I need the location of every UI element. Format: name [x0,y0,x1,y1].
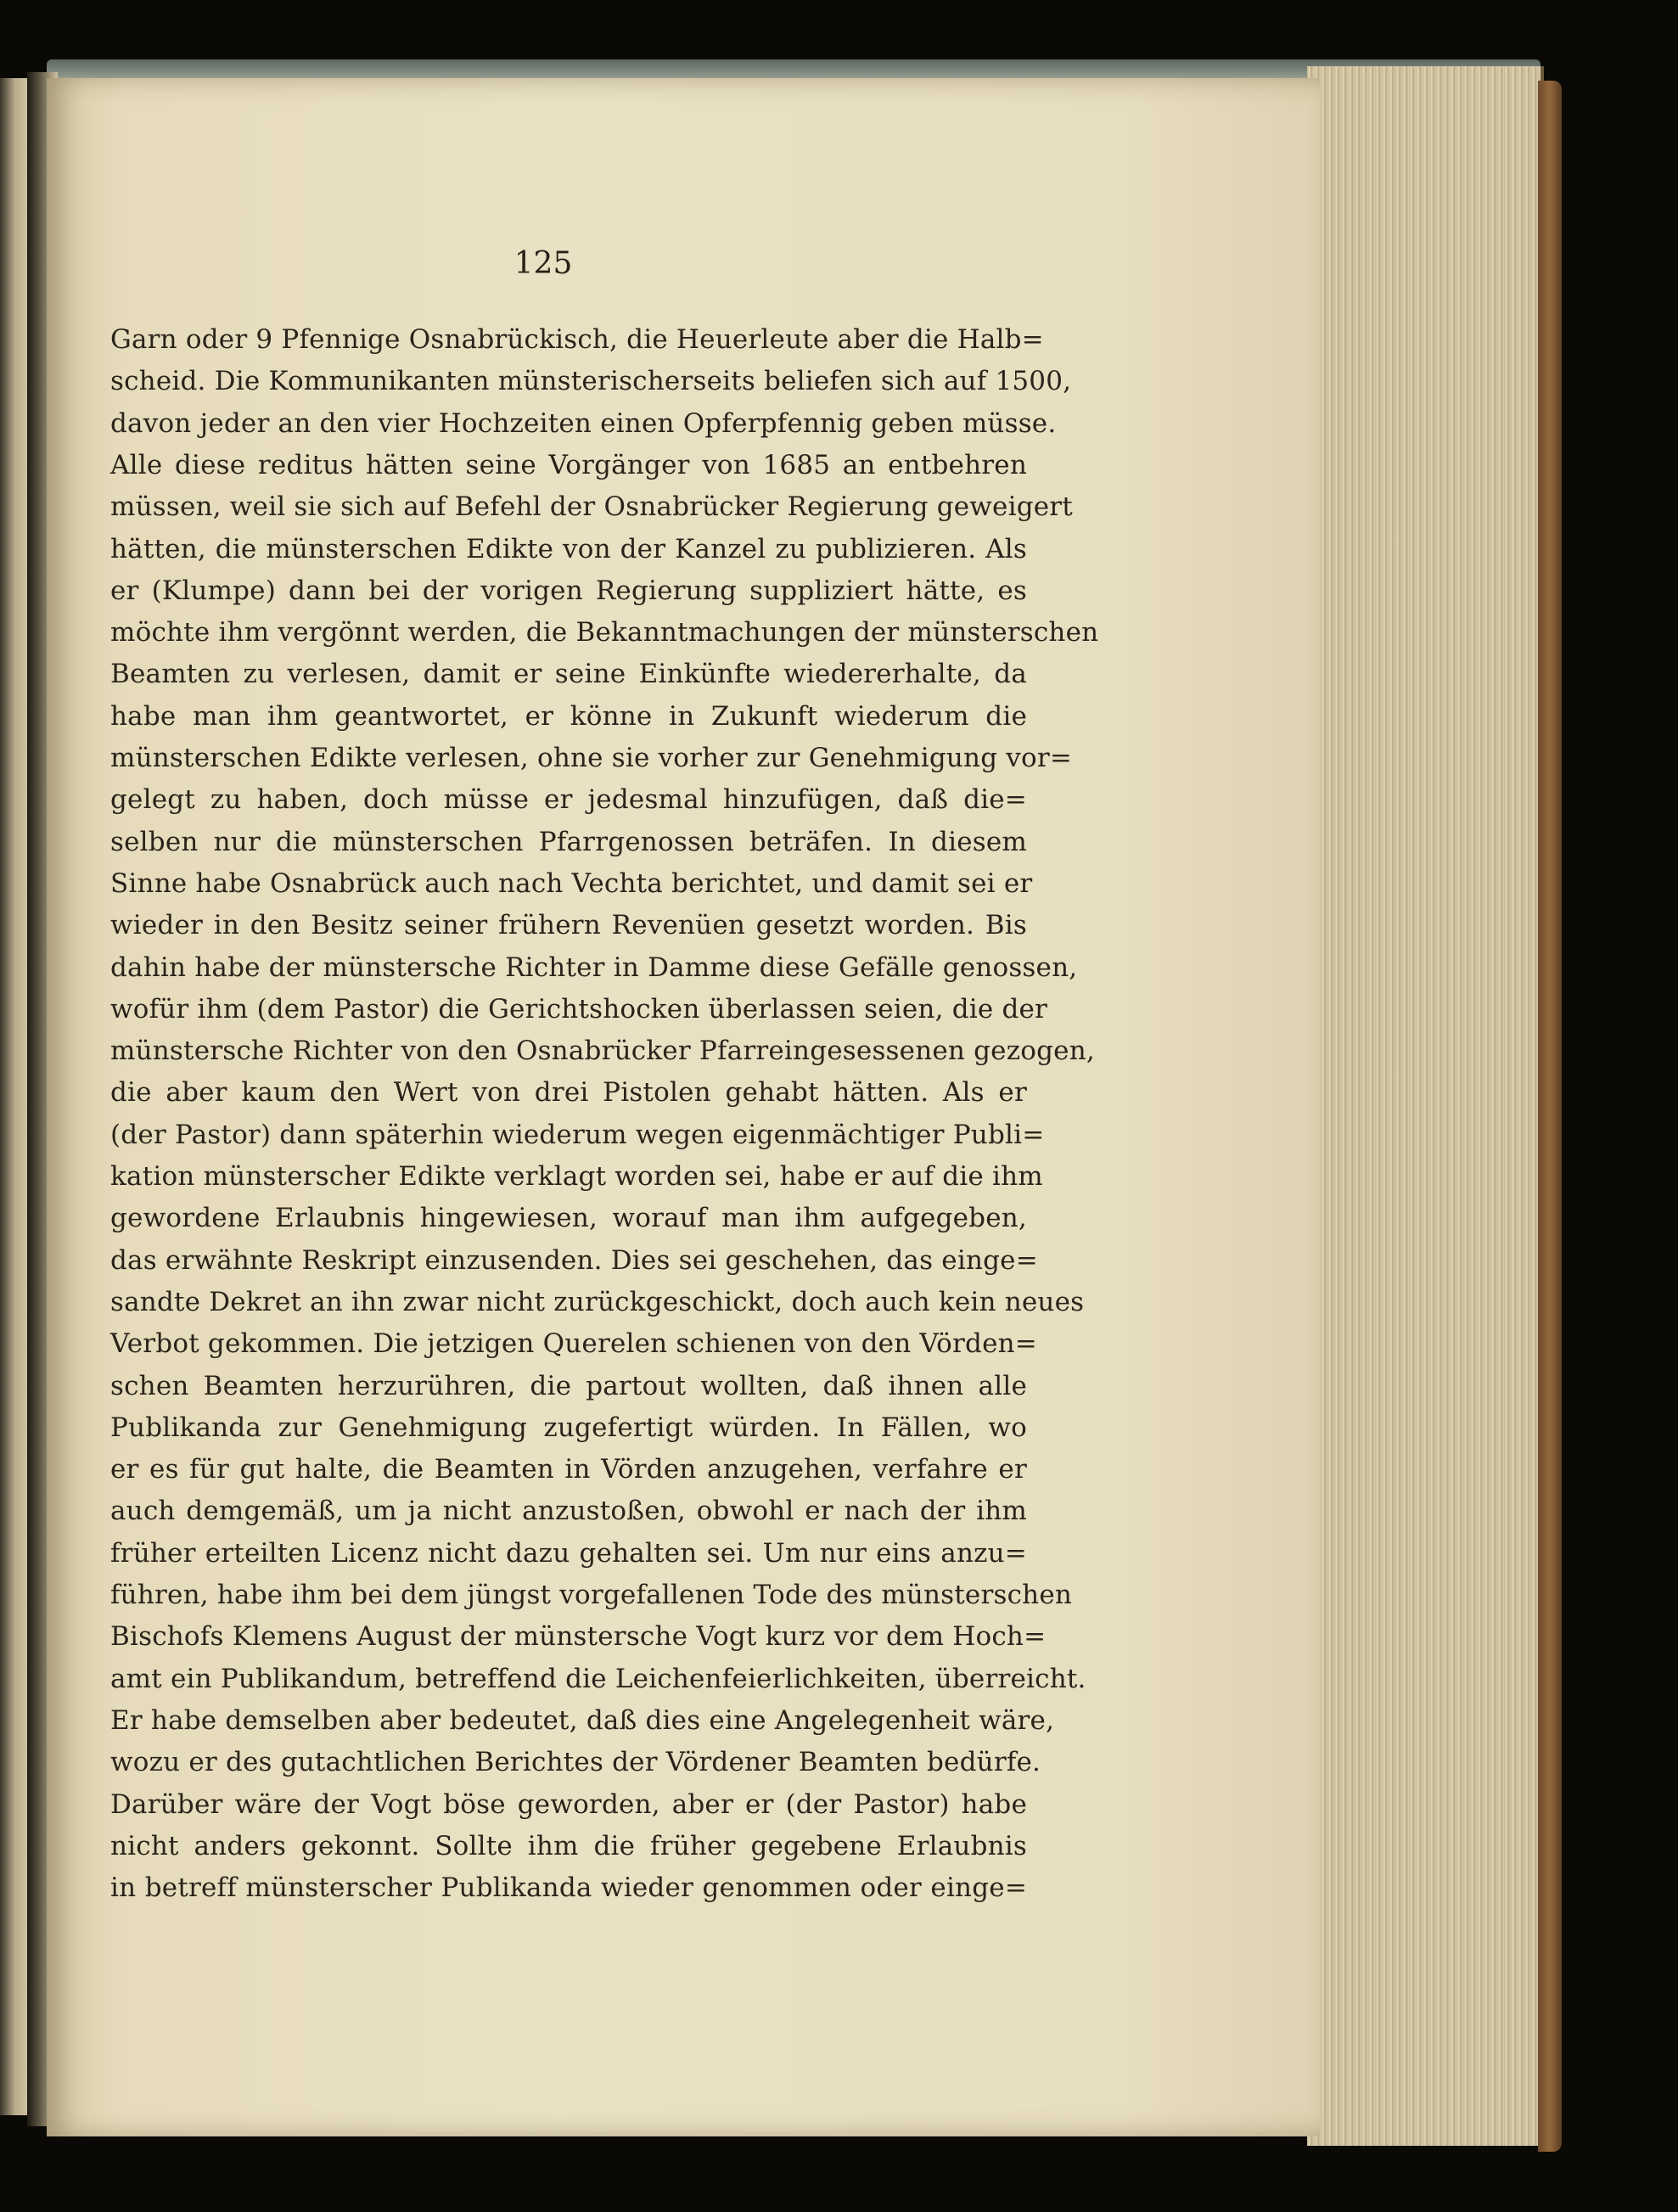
text-line: wofür ihm (dem Pastor) die Gerichtshocken überlassen seien, die der [110,993,1048,1025]
text-line: Publikanda zur Genehmigung zugefertigt würden. In Fällen, wo [110,1412,1027,1443]
text-line: Sinne habe Osnabrück auch nach Vechta berichtet, und damit sei er [110,867,1033,899]
text-line: Verbot gekommen. Die jetzigen Querelen schienen von den Vörden= [110,1328,1037,1360]
text-line: Er habe demselben aber bedeutet, daß dies eine Angelegenheit wäre, [110,1704,1055,1736]
text-line: scheid. Die Kommunikanten münsterischerseits beliefen sich auf 1500, [110,366,1072,397]
text-line: münstersche Richter von den Osnabrücker Pfarreingesessenen gezogen, [110,1036,1095,1067]
text-line: Darüber wäre der Vogt böse geworden, aber er (der Pastor) habe [110,1788,1027,1820]
text-line: nicht anders gekonnt. Sollte ihm die früher gegebene Erlaubnis [110,1830,1027,1861]
text-line: Garn oder 9 Pfennige Osnabrückisch, die Heuerleute aber die Halb= [110,324,1044,355]
text-line: habe man ihm geantwortet, er könne in Zukunft wiederum die [110,700,1027,732]
text-line: gelegt zu haben, doch müsse er jedesmal hinzufügen, daß die= [110,784,1027,816]
page-number: 125 [514,246,573,281]
text-line: gewordene Erlaubnis hingewiesen, worauf man ihm aufgegeben, [110,1203,1027,1234]
text-line: Bischofs Klemens August der münstersche Vogt kurz vor dem Hoch= [110,1621,1047,1653]
text-line: wieder in den Besitz seiner frühern Revenüen gesetzt worden. Bis [110,910,1027,941]
text-line: das erwähnte Reskript einzusenden. Dies sei geschehen, das einge= [110,1244,1038,1276]
text-line: führen, habe ihm bei dem jüngst vorgefallenen Tode des münsterschen [110,1580,1073,1610]
text-line: wozu er des gutachtlichen Berichtes der Vördener Beamten bedürfe. [110,1747,1041,1778]
text-line: auch demgemäß, um ja nicht anzustoßen, obwohl er nach der ihm [110,1496,1027,1527]
text-line: er es für gut halte, die Beamten in Vörden anzugehen, verfahre er [110,1454,1027,1485]
text-line: (der Pastor) dann späterhin wiederum wegen eigenmächtiger Publi= [110,1119,1045,1150]
text-line: davon jeder an den vier Hochzeiten einen Opferpfennig geben müsse. [110,407,1057,439]
text-line: amt ein Publikandum, betreffend die Leichenfeierlichkeiten, überreicht. [110,1663,1086,1694]
text-line: Beamten zu verlesen, damit er seine Einkünfte wiedererhalte, da [110,659,1027,690]
text-line: er (Klumpe) dann bei der vorigen Regierung suppliziert hätte, es [110,575,1027,606]
text-line: sandte Dekret an ihn zwar nicht zurückgeschickt, doch auch kein neues [110,1286,1085,1317]
text-line: dahin habe der münstersche Richter in Damme diese Gefälle genossen, [110,952,1078,983]
text-line: münsterschen Edikte verlesen, ohne sie vorher zur Genehmigung vor= [110,743,1073,773]
text-line: hätten, die münsterschen Edikte von der Kanzel zu publizieren. Als [110,533,1027,564]
book-cover-edge [1538,81,1562,2152]
text-line: früher erteilten Licenz nicht dazu gehalten sei. Um nur eins anzu= [110,1537,1027,1569]
page-edges-stack [1307,66,1544,2146]
text-line: Alle diese reditus hätten seine Vorgänger von 1685 an entbehren [110,449,1027,480]
text-line: selben nur die münsterschen Pfarrgenossen beträfen. In diesem [110,826,1027,857]
text-line: schen Beamten herzurühren, die partout wollten, daß ihnen alle [110,1370,1027,1401]
text-line: müssen, weil sie sich auf Befehl der Osnabrücker Regierung geweigert [110,491,1073,523]
text-line: in betreff münsterscher Publikanda wieder genommen oder einge= [110,1872,1027,1904]
text-line: die aber kaum den Wert von drei Pistolen gehabt hätten. Als er [110,1077,1027,1109]
text-line: kation münsterscher Edikte verklagt worden sei, habe er auf die ihm [110,1161,1043,1192]
text-line: möchte ihm vergönnt werden, die Bekanntmachungen der münsterschen [110,617,1099,648]
